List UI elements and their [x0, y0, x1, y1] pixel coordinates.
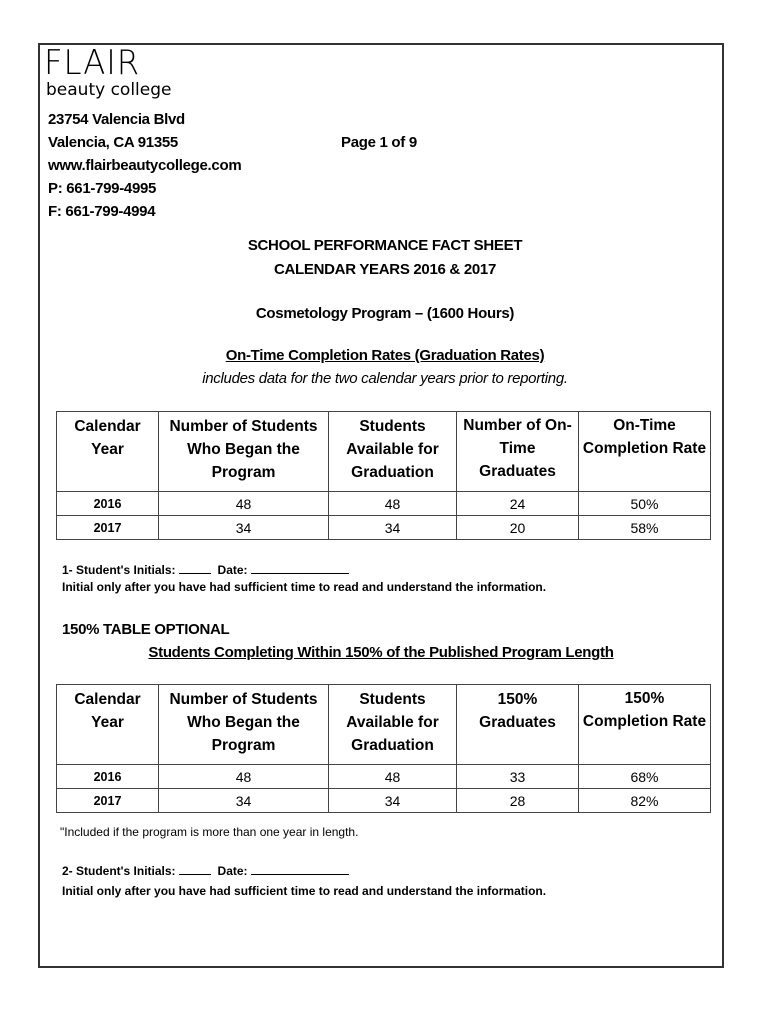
address-fax: F: 661-799-4994 [48, 203, 156, 220]
col-header-available: Students Available for Graduation [329, 412, 457, 492]
section1-heading: On-Time Completion Rates (Graduation Rates) [225, 347, 545, 364]
instruction-1: Initial only after you have had sufficient time to read and understand the information. [62, 580, 547, 594]
logo-subtitle: beauty college [46, 80, 172, 100]
cell-available: 48 [329, 765, 457, 789]
initials-line-1 [62, 562, 349, 577]
date-field[interactable] [251, 562, 349, 574]
cell-graduates: 24 [457, 492, 579, 516]
table-row [57, 492, 711, 516]
cell-rate: 50% [579, 492, 711, 516]
cell-graduates: 28 [457, 789, 579, 813]
col-header-began: Number of Students Who Began the Program [159, 685, 329, 765]
date-label: Date: [217, 563, 248, 577]
cell-rate: 68% [579, 765, 711, 789]
section2-title: 150% TABLE OPTIONAL [62, 621, 230, 638]
col-header-began: Number of Students Who Began the Program [159, 412, 329, 492]
doc-title: SCHOOL PERFORMANCE FACT SHEET [247, 237, 523, 254]
initials-label: 1- Student's Initials: [62, 563, 176, 577]
cell-year: 2016 [57, 492, 159, 516]
cell-available: 34 [329, 516, 457, 540]
col-header-year: Calendar Year [57, 685, 159, 765]
address-street: 23754 Valencia Blvd [48, 111, 185, 128]
cell-began: 34 [159, 789, 329, 813]
footnote: "Included if the program is more than one year in length. [60, 825, 359, 839]
program-name: Cosmetology Program – (1600 Hours) [255, 305, 515, 322]
table-row [57, 765, 711, 789]
col-header-year: Calendar Year [57, 412, 159, 492]
cell-year: 2017 [57, 789, 159, 813]
section1-subheading: includes data for the two calendar years prior to reporting. [202, 370, 568, 387]
table-row [57, 789, 711, 813]
cell-rate: 58% [579, 516, 711, 540]
cell-graduates: 33 [457, 765, 579, 789]
col-header-graduates: 150% Graduates [457, 685, 579, 765]
col-header-rate: 150% Completion Rate [579, 685, 711, 765]
address-website: www.flairbeautycollege.com [48, 157, 242, 174]
on-time-completion-table [56, 411, 711, 540]
cell-available: 34 [329, 789, 457, 813]
col-header-rate: On-Time Completion Rate [579, 412, 711, 492]
initials-line-2 [62, 863, 349, 878]
table-header-row [57, 412, 711, 492]
doc-years: CALENDAR YEARS 2016 & 2017 [273, 261, 496, 278]
date-label: Date: [217, 864, 248, 878]
cell-began: 48 [159, 765, 329, 789]
initials-field[interactable] [179, 863, 211, 875]
page-number: Page 1 of 9 [341, 134, 417, 151]
initials-label: 2- Student's Initials: [62, 864, 176, 878]
cell-graduates: 20 [457, 516, 579, 540]
cell-available: 48 [329, 492, 457, 516]
table-header-row [57, 685, 711, 765]
cell-began: 48 [159, 492, 329, 516]
table-row [57, 516, 711, 540]
cell-began: 34 [159, 516, 329, 540]
150-percent-table [56, 684, 711, 813]
col-header-graduates: Number of On- Time Graduates [457, 412, 579, 492]
col-header-available: Students Available for Graduation [329, 685, 457, 765]
cell-rate: 82% [579, 789, 711, 813]
address-phone: P: 661-799-4995 [48, 180, 157, 197]
instruction-2: Initial only after you have had sufficient time to read and understand the information. [62, 884, 547, 898]
initials-field[interactable] [179, 562, 211, 574]
address-city: Valencia, CA 91355 [48, 134, 178, 151]
date-field[interactable] [251, 863, 349, 875]
logo-wordmark: FLAIR [44, 43, 141, 83]
section2-heading: Students Completing Within 150% of the Published Program Length [148, 644, 614, 661]
cell-year: 2017 [57, 516, 159, 540]
cell-year: 2016 [57, 765, 159, 789]
